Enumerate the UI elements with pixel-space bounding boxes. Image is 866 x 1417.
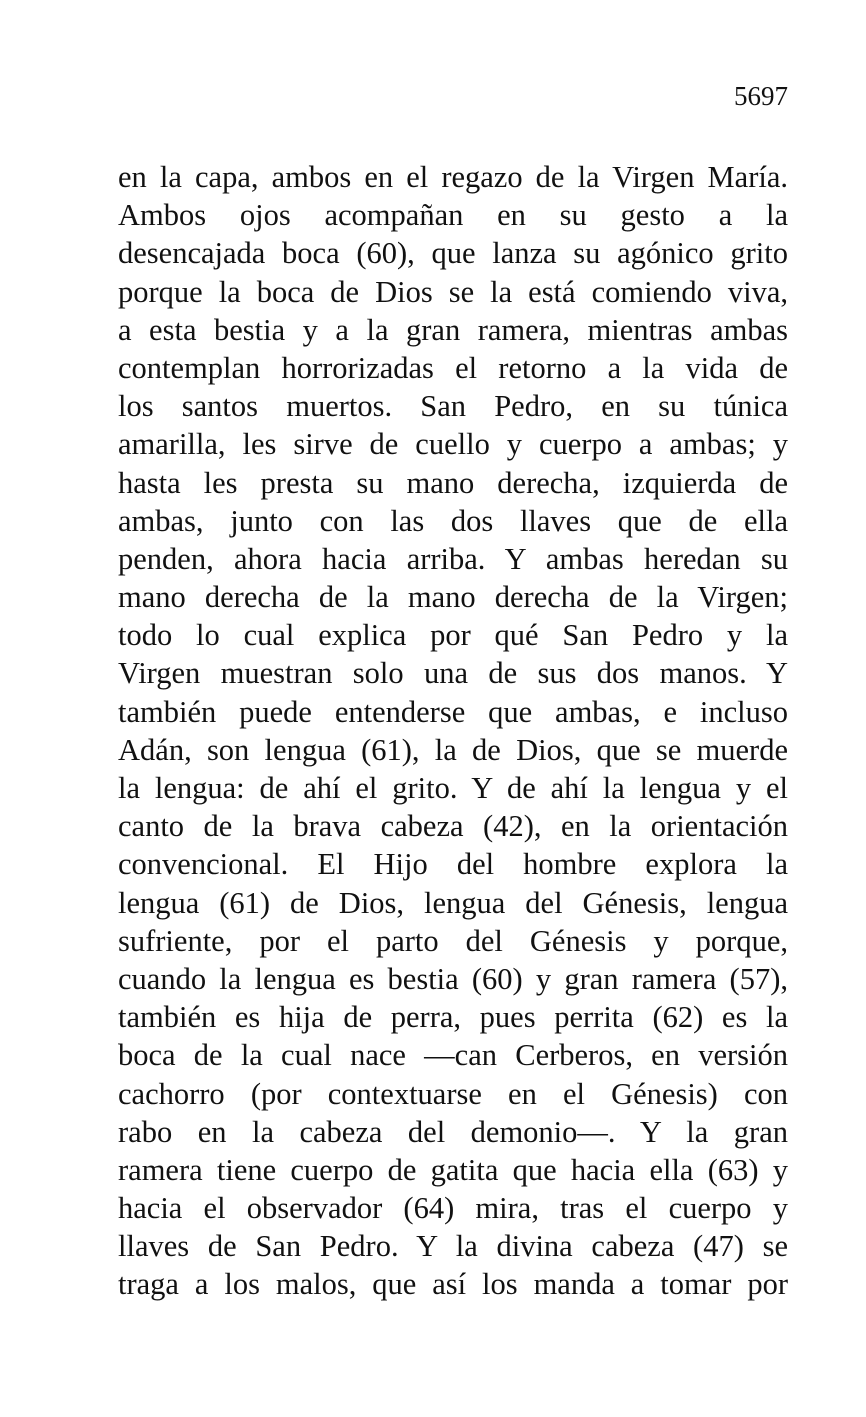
text-line: amarilla, les sirve de cuello y cuerpo a ambas; y <box>118 427 788 462</box>
text-line: contemplan horrorizadas el retorno a la vida de <box>118 350 788 385</box>
text-line: Adán, son lengua (61), la de Dios, que se muerde <box>118 732 788 767</box>
body-text <box>118 158 788 1304</box>
text-line: boca de la cual nace —can Cerberos, en versión <box>118 1038 788 1073</box>
text-line: mano derecha de la mano derecha de la Virgen; <box>118 580 788 615</box>
page-number: 5697 <box>734 81 788 111</box>
text-line: Ambos ojos acompañan en su gesto a la <box>118 198 788 233</box>
text-line: hacia el observador (64) mira, tras el cuerpo y <box>118 1191 788 1226</box>
text-line: convencional. El Hijo del hombre explora la <box>118 847 788 882</box>
text-line: ambas, junto con las dos llaves que de ella <box>118 503 788 538</box>
text-line: porque la boca de Dios se la está comiendo viva, <box>118 274 788 309</box>
text-line: la lengua: de ahí el grito. Y de ahí la lengua y el <box>118 771 788 805</box>
text-line: ramera tiene cuerpo de gatita que hacia ella (63) y <box>118 1152 788 1187</box>
text-line: canto de la brava cabeza (42), en la orientación <box>118 809 788 844</box>
text-line: también es hija de perra, pues perrita (62) es la <box>118 1000 788 1035</box>
text-line: traga a los malos, que así los manda a tomar por <box>118 1267 788 1302</box>
text-line: hasta les presta su mano derecha, izquierda de <box>118 465 788 500</box>
text-line: sufriente, por el parto del Génesis y porque, <box>118 923 788 958</box>
text-line: en la capa, ambos en el regazo de la Virgen María. <box>118 160 788 194</box>
text-line: Virgen muestran solo una de sus dos manos. Y <box>118 656 788 691</box>
text-line: también puede entenderse que ambas, e incluso <box>118 694 788 729</box>
text-line: cachorro (por contextuarse en el Génesis) con <box>118 1076 788 1111</box>
text-line: penden, ahora hacia arriba. Y ambas heredan su <box>118 541 788 576</box>
text-line: cuando la lengua es bestia (60) y gran ramera (57), <box>118 961 788 996</box>
text-line: lengua (61) de Dios, lengua del Génesis, lengua <box>118 885 788 920</box>
text-line: todo lo cual explica por qué San Pedro y la <box>118 618 788 653</box>
text-line: rabo en la cabeza del demonio—. Y la gran <box>118 1114 788 1149</box>
text-line: llaves de San Pedro. Y la divina cabeza (47) se <box>118 1229 788 1264</box>
text-line: los santos muertos. San Pedro, en su túnica <box>118 389 788 424</box>
text-line: desencajada boca (60), que lanza su agónico grito <box>118 236 788 271</box>
text-line: a esta bestia y a la gran ramera, mientras ambas <box>118 312 788 347</box>
